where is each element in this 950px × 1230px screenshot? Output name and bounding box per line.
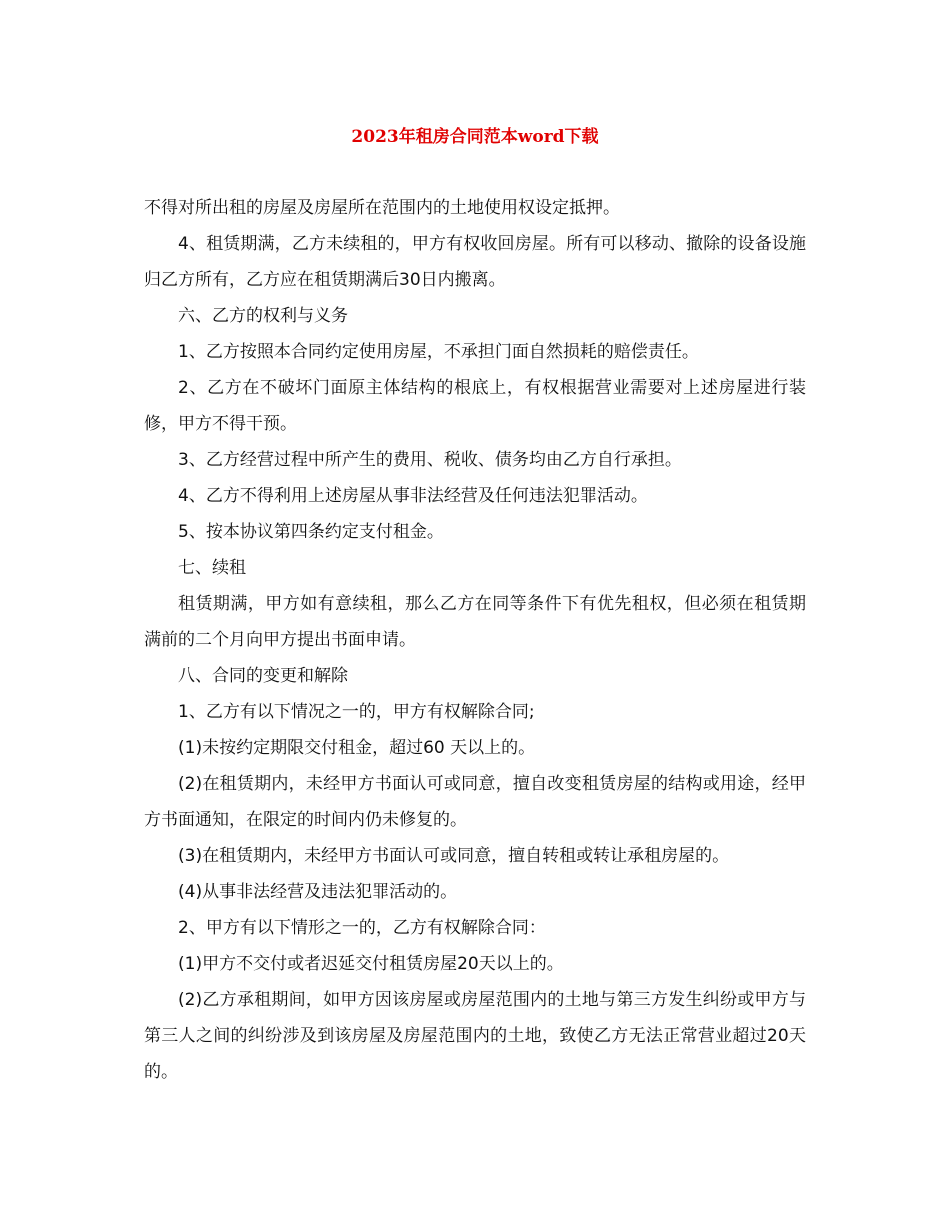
section-heading: 七、续租 — [178, 558, 246, 578]
paragraph: 2、乙方在不破坏门面原主体结构的根底上，有权根据营业需要对上述房屋进行装修，甲方不得干预。 — [144, 378, 806, 434]
document-title: 2023年租房合同范本word下载 — [351, 127, 599, 147]
section-heading: 八、合同的变更和解除 — [178, 666, 348, 686]
paragraph: (1)未按约定期限交付租金，超过60 天以上的。 — [178, 738, 536, 758]
paragraph: 不得对所出租的房屋及房屋所在范围内的土地使用权设定抵押。 — [144, 198, 620, 218]
paragraph: (3)在租赁期内，未经甲方书面认可或同意，擅自转租或转让承租房屋的。 — [178, 846, 730, 866]
paragraph: (2)在租赁期内，未经甲方书面认可或同意，擅自改变租赁房屋的结构或用途，经甲方书面通知，在限定的时间内仍未修复的。 — [144, 774, 806, 830]
paragraph: (2)乙方承租期间，如甲方因该房屋或房屋范围内的土地与第三方发生纠纷或甲方与第三人之间的纠纷涉及到该房屋及房屋范围内的土地，致使乙方无法正常营业超过20天的。 — [144, 990, 806, 1082]
section-heading: 六、乙方的权利与义务 — [178, 306, 348, 326]
paragraph: 4、租赁期满，乙方未续租的，甲方有权收回房屋。所有可以移动、撤除的设备设施归乙方所有，乙方应在租赁期满后30日内搬离。 — [144, 234, 806, 290]
paragraph: 租赁期满，甲方如有意续租，那么乙方在同等条件下有优先租权，但必须在租赁期满前的二个月向甲方提出书面申请。 — [144, 594, 806, 650]
paragraph: (4)从事非法经营及违法犯罪活动的。 — [178, 882, 458, 902]
paragraph: 4、乙方不得利用上述房屋从事非法经营及任何违法犯罪活动。 — [178, 486, 648, 506]
paragraph: (1)甲方不交付或者迟延交付租赁房屋20天以上的。 — [178, 954, 564, 974]
paragraph: 1、乙方有以下情况之一的，甲方有权解除合同; — [178, 702, 535, 722]
document-body — [144, 190, 806, 1090]
paragraph: 2、甲方有以下情形之一的，乙方有权解除合同： — [178, 918, 546, 938]
paragraph: 5、按本协议第四条约定支付租金。 — [178, 522, 444, 542]
paragraph: 3、乙方经营过程中所产生的费用、税收、债务均由乙方自行承担。 — [178, 450, 682, 470]
paragraph: 1、乙方按照本合同约定使用房屋，不承担门面自然损耗的赔偿责任。 — [178, 342, 699, 362]
